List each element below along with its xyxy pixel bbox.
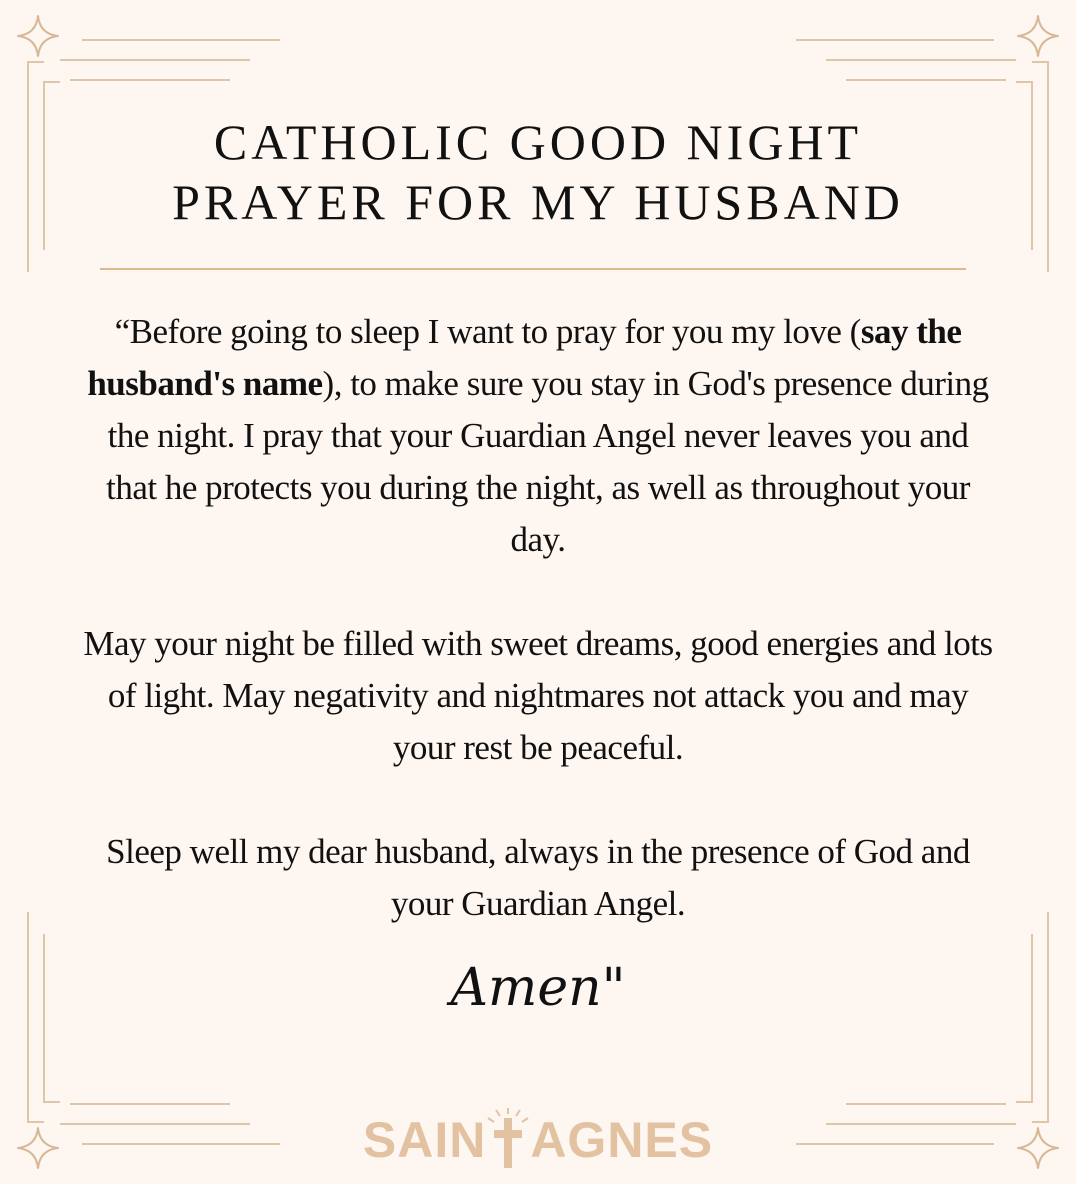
prayer-paragraph-3: Sleep well my dear husband, always in the presence of God and your Guardian Angel. [106, 832, 970, 923]
star-icon [18, 16, 58, 56]
title-line-1: CATHOLIC GOOD NIGHT [213, 114, 863, 170]
title-divider [100, 268, 966, 270]
prayer-p1-end: ), to make sure you stay in God's presence during the night. I pray that your Guardian Angel never leaves you and that he protects you during the night, as well as throughout your day. [106, 364, 989, 559]
logo-text-right: AGNES [530, 1112, 714, 1168]
page-title [0, 112, 1076, 232]
closing-amen: Amen" [450, 958, 626, 1018]
star-icon [18, 1128, 58, 1168]
prayer-p1-start: “Before going to sleep I want to pray for you my love ( [114, 312, 861, 351]
star-icon [1018, 1128, 1058, 1168]
prayer-p1-bold: say the husband's name [87, 312, 962, 403]
title-line-2: PRAYER FOR MY HUSBAND [172, 174, 904, 230]
prayer-paragraph-2: May your night be filled with sweet dreams, good energies and lots of light. May negativity and nightmares not attack you and may your rest be peaceful. [83, 624, 993, 767]
star-icon [1018, 16, 1058, 56]
cross-icon [486, 1108, 530, 1172]
saint-agnes-logo [338, 1108, 738, 1172]
prayer-paragraph-1 [80, 306, 996, 566]
prayer-body [80, 306, 996, 982]
logo-text-left: SAIN [362, 1112, 487, 1168]
